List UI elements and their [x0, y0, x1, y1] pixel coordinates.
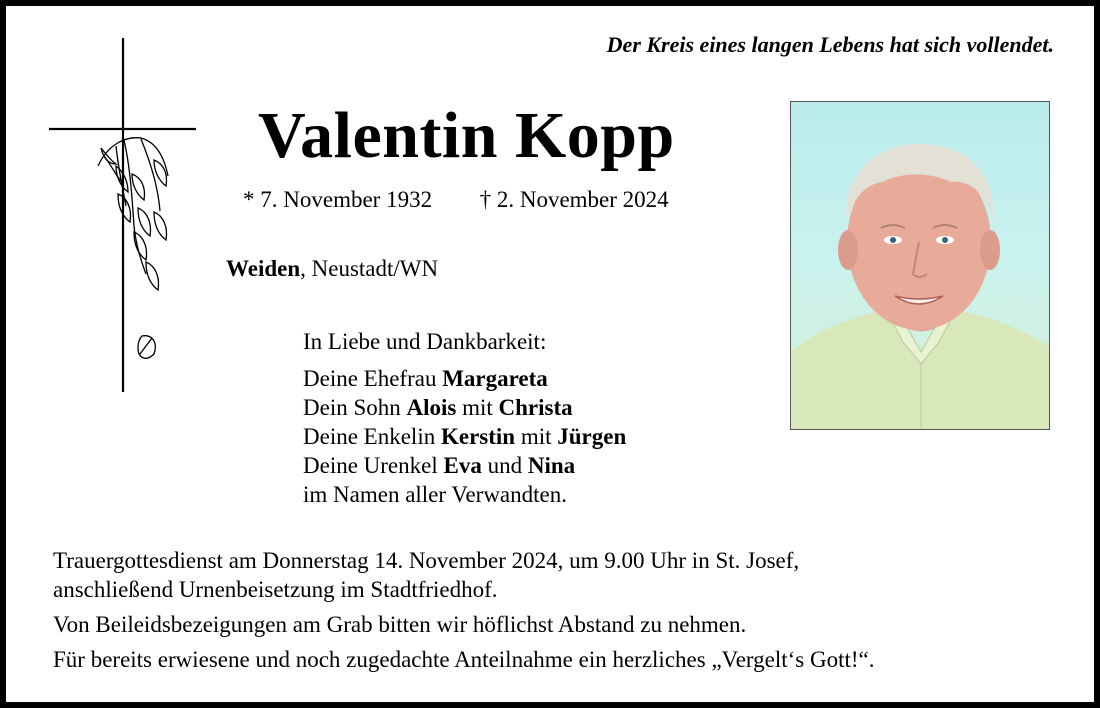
cross-with-birch-branch-icon [46, 36, 206, 396]
mourner-name: Alois [406, 395, 457, 420]
mourner-partner-name: Christa [498, 395, 573, 420]
place-line [226, 256, 438, 282]
mourner-line [303, 422, 626, 451]
mourner-connector: mit [515, 424, 558, 449]
service-line-2: anschließend Urnenbeisetzung im Stadtfriedhof. [53, 577, 498, 602]
portrait-photo [790, 101, 1050, 430]
portrait-illustration [791, 102, 1049, 429]
birth-star-symbol: * [243, 187, 255, 212]
condolence-request: Von Beileidsbezeigungen am Grab bitten wir höflichst Abstand zu nehmen. [53, 612, 747, 637]
mourner-relation: Dein Sohn [303, 395, 407, 420]
mourners-list [303, 327, 626, 509]
birth-date: 7. November 1932 [260, 187, 433, 212]
mourner-partner-name: Nina [527, 453, 576, 478]
thanks-line: Für bereits erwiesene und noch zugedachte Anteilnahme ein herzliches „Vergelt‘s Gott!“. [53, 647, 875, 672]
mourner-line [303, 393, 626, 422]
mourner-line [303, 451, 626, 480]
place-region: , Neustadt/WN [300, 256, 439, 281]
mourner-line [303, 364, 626, 393]
mourner-relation: Deine Urenkel [303, 453, 444, 478]
mourner-relation: Deine Enkelin [303, 424, 441, 449]
death-cross-symbol: † [479, 187, 492, 212]
place-city: Weiden [226, 256, 301, 281]
deceased-name: Valentin Kopp [258, 99, 675, 172]
mourner-connector: und [481, 453, 528, 478]
mourner-partner-name: Jürgen [557, 424, 627, 449]
service-line-1: Trauergottesdienst am Donnerstag 14. November 2024, um 9.00 Uhr in St. Josef, [53, 548, 800, 573]
mourners-closing: im Namen aller Verwandten. [303, 482, 567, 507]
mourner-connector: mit [456, 395, 499, 420]
mourner-name: Margareta [442, 366, 548, 391]
mourner-relation: Deine Ehefrau [303, 366, 443, 391]
motto: Der Kreis eines langen Lebens hat sich vollendet. [606, 32, 1054, 57]
mourners-intro: In Liebe und Dankbarkeit: [303, 329, 547, 354]
life-dates [243, 187, 669, 213]
death-date: 2. November 2024 [496, 187, 669, 212]
mourner-name: Eva [443, 453, 482, 478]
mourner-name: Kerstin [440, 424, 516, 449]
service-information [53, 546, 875, 674]
